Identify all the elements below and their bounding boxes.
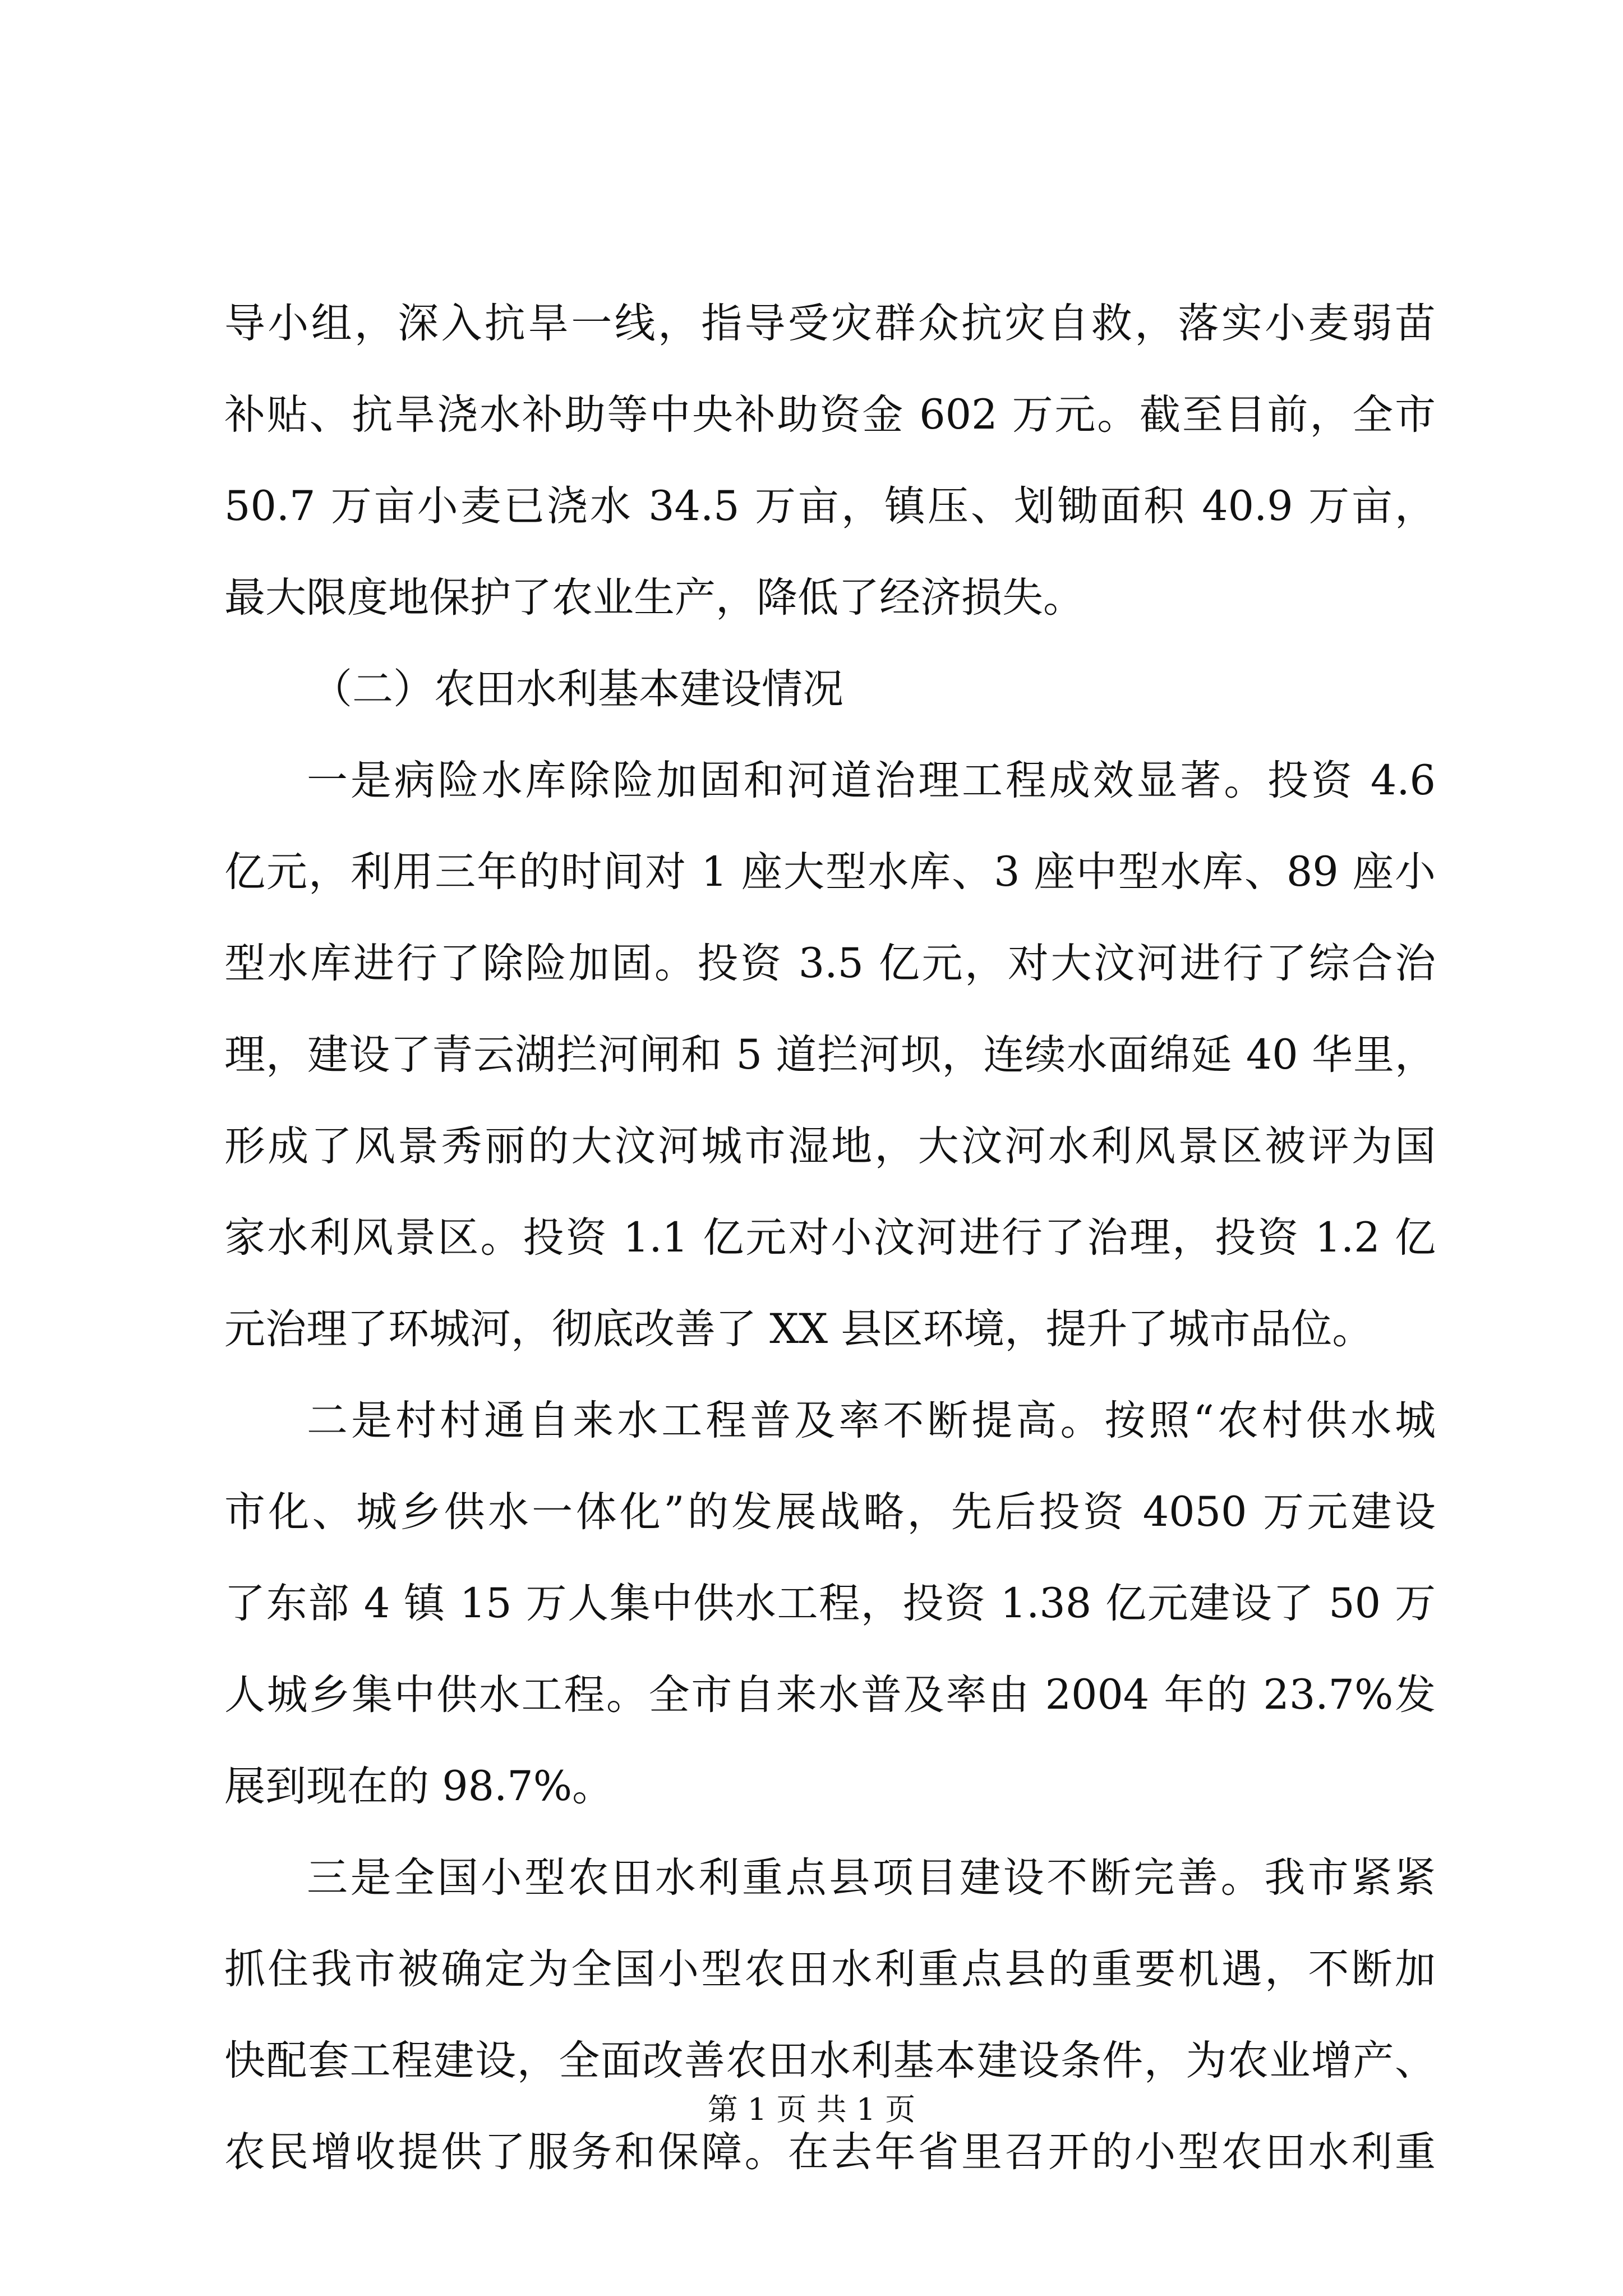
text-line: 抓住我市被确定为全国小型农田水利重点县的重要机遇，不断加	[224, 1945, 1436, 1993]
text-line: 了东部 4 镇 15 万人集中供水工程，投资 1.38 亿元建设了 50 万	[224, 1580, 1436, 1627]
paragraph-first-line: 一是病险水库除险加固和河道治理工程成效显著。投资 4.6	[307, 757, 1436, 804]
text-line: 市化、城乡供水一体化”的发展战略，先后投资 4050 万元建设	[224, 1488, 1436, 1536]
text-line: 50.7 万亩小麦已浇水 34.5 万亩，镇压、划锄面积 40.9 万亩，	[224, 482, 1436, 530]
body-text	[224, 278, 1436, 2198]
text-line: 最大限度地保护了农业生产，降低了经济损失。	[224, 574, 1084, 622]
page-footer: 第 1 页 共 1 页	[707, 2092, 916, 2127]
text-line: 元治理了环城河，彻底改善了 XX 县区环境，提升了城市品位。	[224, 1305, 1373, 1353]
paragraph-first-line: 二是村村通自来水工程普及率不断提高。按照“农村供水城	[307, 1397, 1436, 1444]
text-line: 补贴、抗旱浇水补助等中央补助资金 602 万元。截至目前，全市	[224, 391, 1436, 439]
section-heading: （二）农田水利基本建设情况	[311, 665, 843, 713]
text-line: 形成了风景秀丽的大汶河城市湿地，大汶河水利风景区被评为国	[224, 1122, 1436, 1170]
text-line: 人城乡集中供水工程。全市自来水普及率由 2004 年的 23.7%发	[224, 1671, 1436, 1719]
text-line: 导小组，深入抗旱一线，指导受灾群众抗灾自救，落实小麦弱苗	[224, 300, 1436, 347]
text-line: 亿元，利用三年的时间对 1 座大型水库、3 座中型水库、89 座小	[224, 848, 1436, 896]
text-line: 型水库进行了除险加固。投资 3.5 亿元，对大汶河进行了综合治	[224, 940, 1436, 987]
text-line: 家水利风景区。投资 1.1 亿元对小汶河进行了治理，投资 1.2 亿	[224, 1214, 1436, 1262]
text-line: 农民增收提供了服务和保障。在去年省里召开的小型农田水利重	[224, 2128, 1436, 2176]
paragraph-first-line: 三是全国小型农田水利重点县项目建设不断完善。我市紧紧	[307, 1854, 1436, 1902]
text-line: 快配套工程建设，全面改善农田水利基本建设条件，为农业增产、	[224, 2037, 1436, 2085]
text-line: 展到现在的 98.7%。	[224, 1763, 614, 1810]
text-line: 理，建设了青云湖拦河闸和 5 道拦河坝，连续水面绵延 40 华里，	[224, 1031, 1436, 1079]
